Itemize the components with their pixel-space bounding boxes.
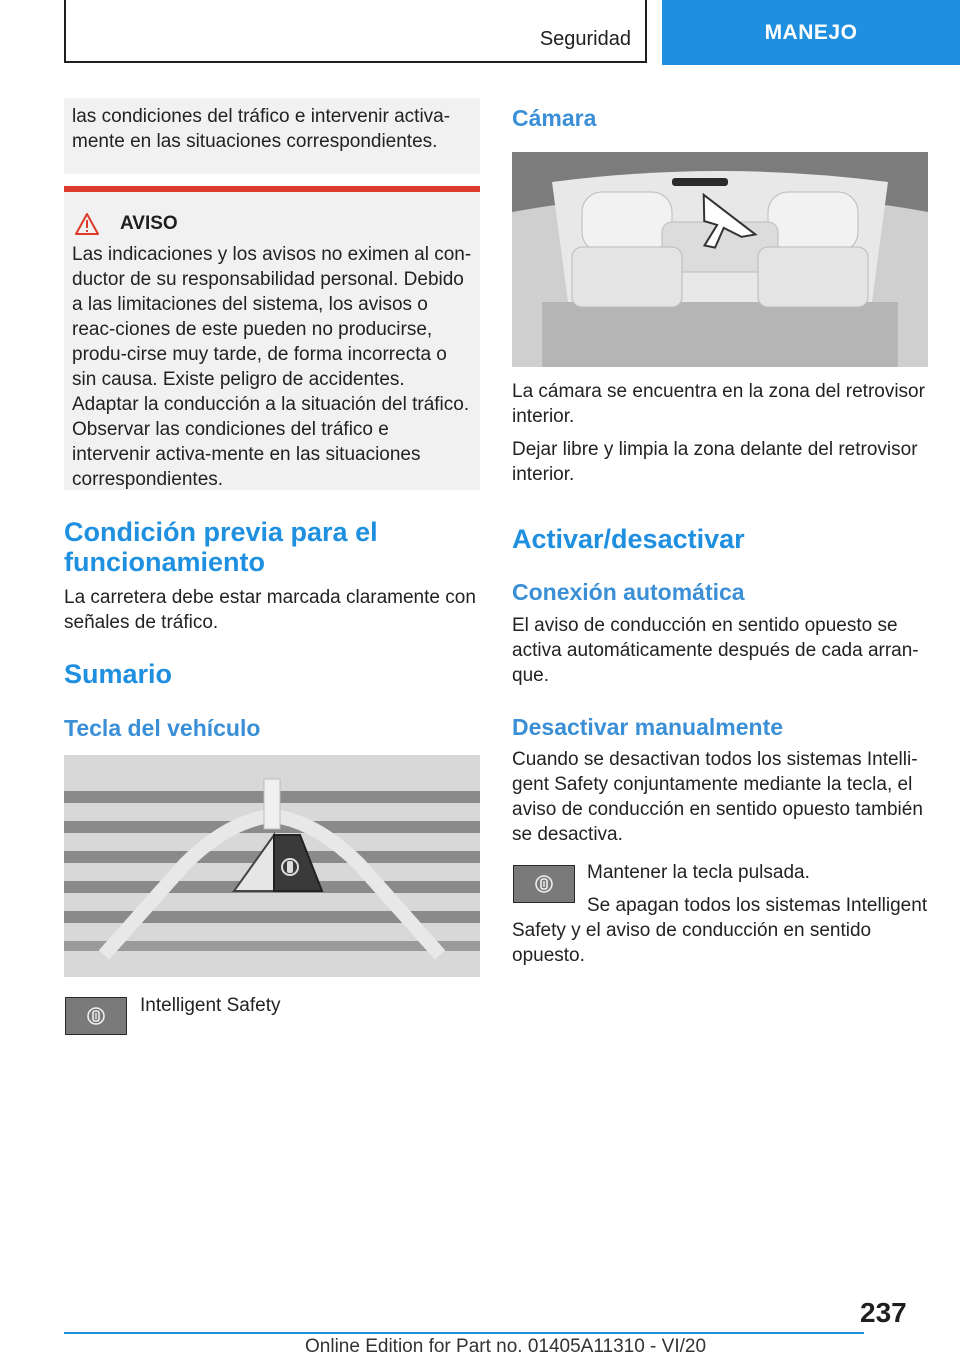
intro-continuation-box <box>64 98 480 174</box>
intro-continuation-text: las condiciones del tráfico e intervenir activa-mente en las situaciones correspondientes. <box>72 106 451 152</box>
auto-heading: Conexión automática <box>512 579 745 605</box>
key-heading: Tecla del vehículo <box>64 715 261 741</box>
header-chapter-tab[interactable]: MANEJO <box>662 0 960 65</box>
precondition-text: La carretera debe estar marcada claramente con señales de tráfico. <box>64 587 476 633</box>
camera-heading: Cámara <box>512 105 597 131</box>
manual-step-1: Mantener la tecla pulsada. <box>587 862 810 883</box>
warning-heading <box>74 212 178 236</box>
warning-triangle-icon <box>74 212 100 236</box>
manual-text: Cuando se desactivan todos los sistemas Intelli-gent Safety conjuntamente mediante la tecla, el aviso de conducción en sentido opuesto también se desactiva. <box>512 749 923 845</box>
camera-paragraphs <box>512 379 928 495</box>
manual-step-2 <box>512 893 930 968</box>
warning-body: Las indicaciones y los avisos no eximen al con-ductor de su responsabilidad personal. Debido a las limitaciones del sistema, los avisos o reac-ciones de este pueden no producirse, produ-cirse muy tarde, de forma incorrecta o sin causa. Existe peligro de accidentes. Adaptar la conducción a la situación del tráfico. Observar las condiciones del tráfico e intervenir activa-mente en las situaciones correspondientes. <box>72 244 472 490</box>
intelligent-safety-symbol-icon <box>534 874 554 894</box>
manual-step-2-text: Se apagan todos los sistemas Intelligent Safety y el aviso de conducción en sentido opuesto. <box>512 895 928 966</box>
warning-title: AVISO <box>120 213 178 234</box>
precondition-heading: Condición previa para el funcionamiento <box>64 517 378 577</box>
footer-edition: Online Edition for Part no. 01405A11310 - VI/20 <box>305 1336 707 1357</box>
auto-text: El aviso de conducción en sentido opuesto se activa automáticamente después de cada arran-que. <box>512 615 919 686</box>
page-number: 237 <box>860 1297 907 1328</box>
camera-text-2: Dejar libre y limpia la zona delante del retrovisor interior. <box>512 439 918 485</box>
header-section-title: Seguridad <box>539 28 631 50</box>
footer-rule <box>64 1332 864 1334</box>
intelligent-safety-symbol-icon <box>86 1006 106 1026</box>
car-interior-illustration <box>512 152 928 367</box>
header-section-box <box>64 0 647 63</box>
camera-location-photo <box>512 152 928 367</box>
warning-box <box>64 192 480 490</box>
intelligent-safety-label: Intelligent Safety <box>140 995 281 1016</box>
camera-text-1: La cámara se encuentra en la zona del retrovisor interior. <box>512 381 925 427</box>
vehicle-key-photo <box>64 755 480 977</box>
summary-heading: Sumario <box>64 659 173 689</box>
grille-illustration <box>64 755 480 977</box>
manual-heading: Desactivar manualmente <box>512 714 784 740</box>
intelligent-safety-key-icon <box>65 997 127 1035</box>
activate-heading: Activar/desactivar <box>512 524 745 554</box>
